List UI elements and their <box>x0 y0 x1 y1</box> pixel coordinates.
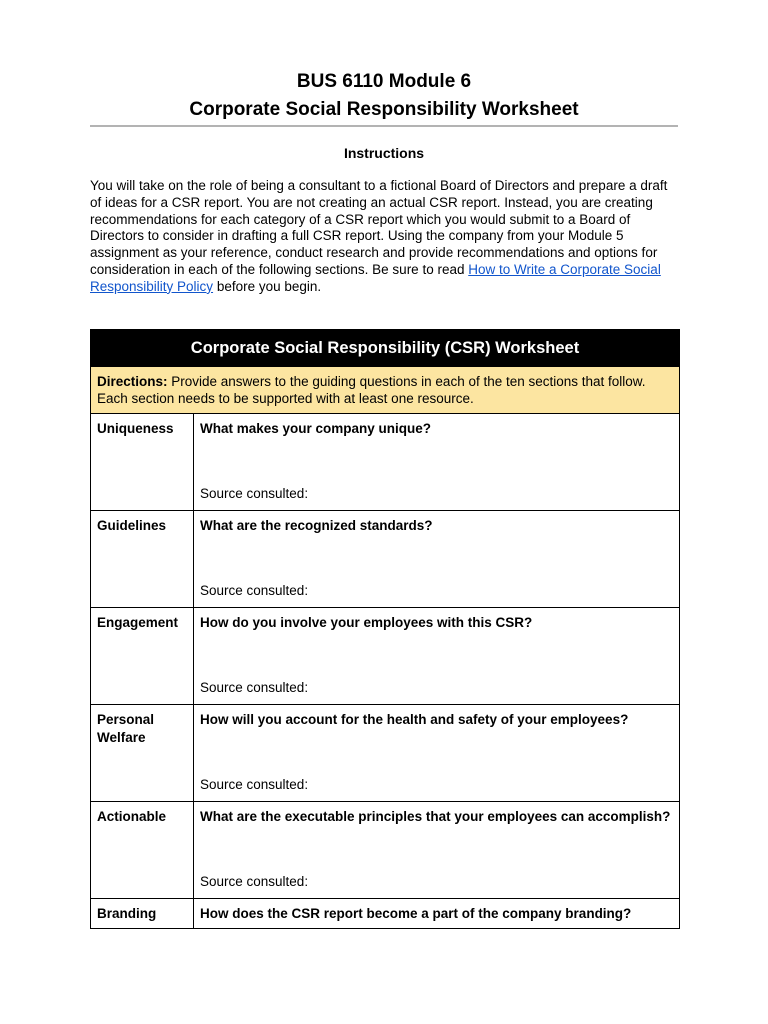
table-row <box>91 608 680 705</box>
source-consulted: Source consulted: <box>200 486 309 501</box>
title-divider <box>90 125 678 127</box>
answer-cell[interactable] <box>194 705 680 802</box>
section-label-cell <box>91 802 194 899</box>
guiding-question: What makes your company unique? <box>200 421 432 436</box>
section-label: Personal Welfare <box>97 712 155 745</box>
source-consulted: Source consulted: <box>200 777 309 792</box>
answer-cell[interactable] <box>194 899 680 929</box>
section-label-cell <box>91 511 194 608</box>
table-row <box>91 899 680 929</box>
source-consulted: Source consulted: <box>200 874 309 889</box>
instructions-text: You will take on the role of being a consultant to a fictional Board of Directors and prepare a draft of ideas for a CSR report. You are not creating an actual CSR report. Instead, you are creating recommendations for each category of a CSR report which you would submit to a Board of Directors to consider in drafting a full CSR report. Using the company from your Module 5 assignment as your reference, conduct research and provide recommendations and options for consideration in each of the following sections. Be sure to read <box>90 178 668 277</box>
csr-policy-link[interactable]: How to Write a Corporate Social Responsibility Policy <box>90 261 661 294</box>
section-label: Branding <box>97 906 157 921</box>
worksheet-title: Corporate Social Responsibility (CSR) Worksheet <box>91 330 680 367</box>
section-label-cell <box>91 705 194 802</box>
guiding-question: What are the executable principles that your employees can accomplish? <box>200 809 671 824</box>
instructions-heading: Instructions <box>343 145 425 161</box>
instructions-text-end: before you begin. <box>213 278 322 294</box>
table-row <box>91 802 680 899</box>
answer-cell[interactable] <box>194 414 680 511</box>
document-title <box>90 68 678 124</box>
table-row <box>91 705 680 802</box>
section-label-cell <box>91 899 194 929</box>
directions-cell <box>91 367 680 414</box>
source-consulted: Source consulted: <box>200 680 309 695</box>
answer-cell[interactable] <box>194 802 680 899</box>
answer-cell[interactable] <box>194 511 680 608</box>
csr-worksheet-table <box>90 329 680 929</box>
section-label-cell <box>91 414 194 511</box>
guiding-question: How does the CSR report become a part of the company branding? <box>200 906 632 921</box>
title-line-1: BUS 6110 Module 6 <box>296 71 472 92</box>
section-label-cell <box>91 608 194 705</box>
directions-text: Provide answers to the guiding questions in each of the ten sections that follow. Each section needs to be supported with at least one resource. <box>97 374 646 406</box>
source-consulted: Source consulted: <box>200 583 309 598</box>
table-row <box>91 511 680 608</box>
directions-label: Directions: <box>97 374 168 389</box>
section-label: Uniqueness <box>97 421 174 436</box>
title-line-2: Corporate Social Responsibility Worksheet <box>189 99 579 120</box>
section-label: Guidelines <box>97 518 167 533</box>
guiding-question: What are the recognized standards? <box>200 518 433 533</box>
guiding-question: How do you involve your employees with this CSR? <box>200 615 533 630</box>
table-row <box>91 414 680 511</box>
answer-cell[interactable] <box>194 608 680 705</box>
section-label: Actionable <box>97 809 167 824</box>
guiding-question: How will you account for the health and safety of your employees? <box>200 712 629 727</box>
instructions-paragraph <box>90 178 680 296</box>
section-label: Engagement <box>97 615 179 630</box>
